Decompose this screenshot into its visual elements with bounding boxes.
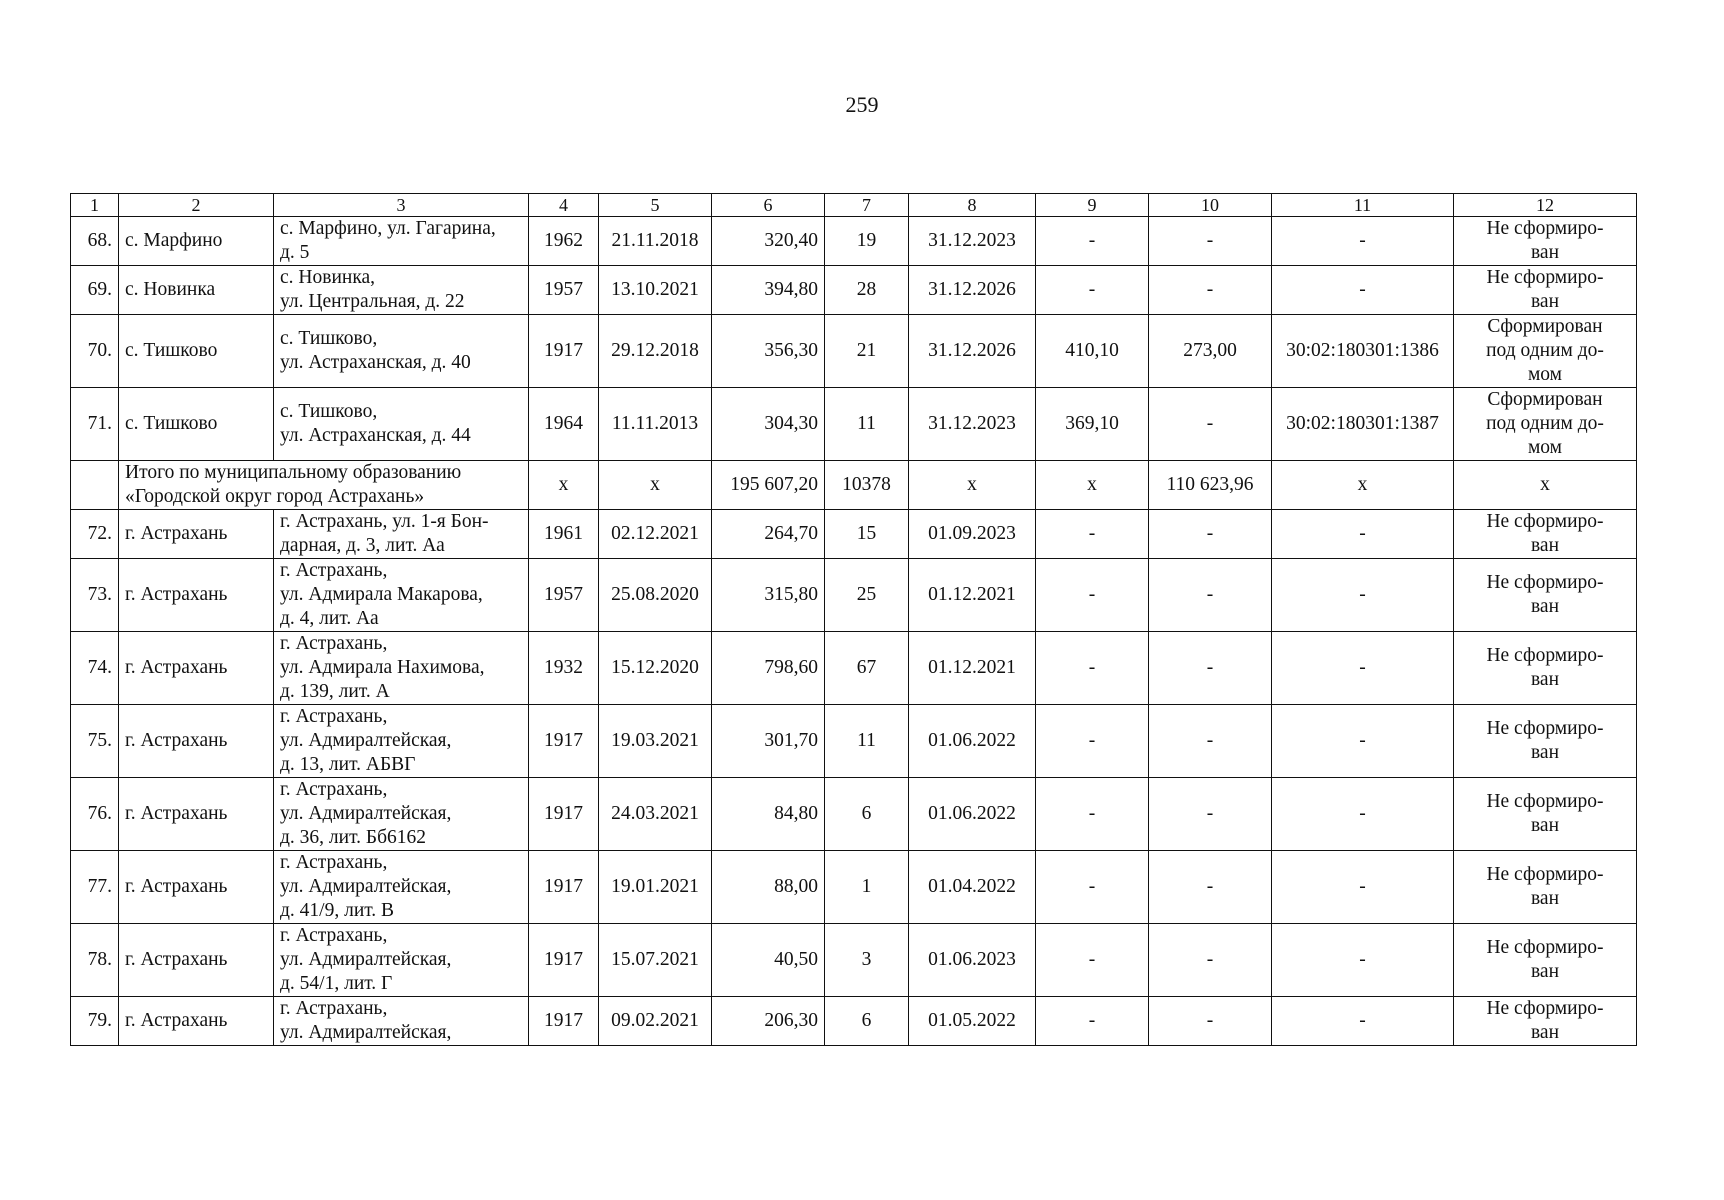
emergency-date: 24.03.2021 bbox=[599, 778, 712, 851]
header-cell: 11 bbox=[1272, 194, 1454, 217]
total-label-line: Итого по муниципальному образованию bbox=[125, 462, 462, 483]
address-line: ул. Центральная, д. 22 bbox=[280, 291, 465, 312]
header-cell: 9 bbox=[1036, 194, 1149, 217]
total-label bbox=[119, 461, 529, 510]
land-area: - bbox=[1036, 510, 1149, 559]
row-number: 76. bbox=[71, 778, 119, 851]
construction-year: 1962 bbox=[529, 217, 599, 266]
address-line: г. Астрахань, bbox=[280, 560, 388, 581]
cadastral-number: - bbox=[1272, 217, 1454, 266]
cadastral-number: 30:02:180301:1387 bbox=[1272, 388, 1454, 461]
construction-year: 1917 bbox=[529, 315, 599, 388]
address bbox=[274, 924, 529, 997]
residents-count: 6 bbox=[825, 997, 909, 1046]
land-status-line: Не сформиро- bbox=[1486, 218, 1604, 239]
cadastral-number: - bbox=[1272, 510, 1454, 559]
row-number: 79. bbox=[71, 997, 119, 1046]
row-number: 72. bbox=[71, 510, 119, 559]
land-area: - bbox=[1036, 851, 1149, 924]
land-status bbox=[1454, 632, 1637, 705]
address bbox=[274, 705, 529, 778]
living-area: 40,50 bbox=[712, 924, 825, 997]
land-status-line: ван bbox=[1530, 535, 1560, 556]
residents-count: 3 bbox=[825, 924, 909, 997]
land-value: - bbox=[1149, 559, 1272, 632]
address-line: г. Астрахань, bbox=[280, 633, 388, 654]
cadastral-number: - bbox=[1272, 997, 1454, 1046]
living-area: 301,70 bbox=[712, 705, 825, 778]
header-cell: 7 bbox=[825, 194, 909, 217]
land-value: - bbox=[1149, 632, 1272, 705]
address-line: д. 5 bbox=[280, 242, 310, 263]
cadastral-number: - bbox=[1272, 632, 1454, 705]
table-row bbox=[71, 510, 1637, 559]
cadastral-number: - bbox=[1272, 924, 1454, 997]
row-number: 78. bbox=[71, 924, 119, 997]
residents-count: 19 bbox=[825, 217, 909, 266]
total-spacer bbox=[71, 461, 119, 510]
construction-year: 1917 bbox=[529, 705, 599, 778]
settlement: г. Астрахань bbox=[119, 705, 274, 778]
resettlement-deadline: 01.09.2023 bbox=[909, 510, 1036, 559]
land-area: - bbox=[1036, 632, 1149, 705]
land-status-line: ван bbox=[1530, 596, 1560, 617]
address bbox=[274, 632, 529, 705]
land-status-line: под одним до- bbox=[1486, 340, 1604, 361]
address-line: д. 36, лит. Бб6162 bbox=[280, 827, 427, 848]
address-line: д. 54/1, лит. Г bbox=[280, 973, 393, 994]
header-cell: 8 bbox=[909, 194, 1036, 217]
land-status-line: под одним до- bbox=[1486, 413, 1604, 434]
table-row bbox=[71, 778, 1637, 851]
address-line: г. Астрахань, bbox=[280, 779, 388, 800]
total-c10: 110 623,96 bbox=[1149, 461, 1272, 510]
land-value: - bbox=[1149, 705, 1272, 778]
land-status bbox=[1454, 705, 1637, 778]
emergency-date: 29.12.2018 bbox=[599, 315, 712, 388]
resettlement-deadline: 31.12.2026 bbox=[909, 315, 1036, 388]
construction-year: 1917 bbox=[529, 997, 599, 1046]
settlement: г. Астрахань bbox=[119, 851, 274, 924]
address-line: с. Марфино, ул. Гагарина, bbox=[280, 218, 496, 239]
construction-year: 1917 bbox=[529, 778, 599, 851]
land-status bbox=[1454, 510, 1637, 559]
settlement: г. Астрахань bbox=[119, 559, 274, 632]
resettlement-deadline: 01.06.2022 bbox=[909, 705, 1036, 778]
cadastral-number: - bbox=[1272, 559, 1454, 632]
row-number: 70. bbox=[71, 315, 119, 388]
construction-year: 1964 bbox=[529, 388, 599, 461]
row-number: 69. bbox=[71, 266, 119, 315]
land-area: - bbox=[1036, 778, 1149, 851]
settlement: с. Тишково bbox=[119, 315, 274, 388]
header-cell: 5 bbox=[599, 194, 712, 217]
construction-year: 1957 bbox=[529, 266, 599, 315]
table-row bbox=[71, 924, 1637, 997]
land-status-line: ван bbox=[1530, 815, 1560, 836]
residents-count: 6 bbox=[825, 778, 909, 851]
row-number: 71. bbox=[71, 388, 119, 461]
residents-count: 11 bbox=[825, 705, 909, 778]
total-c5: x bbox=[599, 461, 712, 510]
construction-year: 1961 bbox=[529, 510, 599, 559]
address bbox=[274, 851, 529, 924]
header-cell: 12 bbox=[1454, 194, 1637, 217]
land-status bbox=[1454, 997, 1637, 1046]
resettlement-deadline: 01.06.2022 bbox=[909, 778, 1036, 851]
land-value: - bbox=[1149, 997, 1272, 1046]
land-status-line: ван bbox=[1530, 1022, 1560, 1043]
address-line: г. Астрахань, bbox=[280, 998, 388, 1019]
residents-count: 21 bbox=[825, 315, 909, 388]
settlement: г. Астрахань bbox=[119, 510, 274, 559]
address-line: д. 41/9, лит. В bbox=[280, 900, 395, 921]
residents-count: 15 bbox=[825, 510, 909, 559]
settlement: г. Астрахань bbox=[119, 632, 274, 705]
land-status-line: Не сформиро- bbox=[1486, 718, 1604, 739]
construction-year: 1957 bbox=[529, 559, 599, 632]
total-c9: x bbox=[1036, 461, 1149, 510]
table-row bbox=[71, 997, 1637, 1046]
land-value: - bbox=[1149, 851, 1272, 924]
emergency-date: 19.03.2021 bbox=[599, 705, 712, 778]
living-area: 264,70 bbox=[712, 510, 825, 559]
settlement: г. Астрахань bbox=[119, 778, 274, 851]
land-status-line: Не сформиро- bbox=[1486, 864, 1604, 885]
resettlement-deadline: 01.06.2023 bbox=[909, 924, 1036, 997]
total-c4: x bbox=[529, 461, 599, 510]
land-area: - bbox=[1036, 559, 1149, 632]
residents-count: 25 bbox=[825, 559, 909, 632]
table-row bbox=[71, 266, 1637, 315]
address-line: г. Астрахань, ул. 1-я Бон- bbox=[280, 511, 489, 532]
land-area: - bbox=[1036, 997, 1149, 1046]
resettlement-deadline: 31.12.2023 bbox=[909, 388, 1036, 461]
living-area: 798,60 bbox=[712, 632, 825, 705]
living-area: 394,80 bbox=[712, 266, 825, 315]
land-area: - bbox=[1036, 217, 1149, 266]
settlement: с. Тишково bbox=[119, 388, 274, 461]
cadastral-number: - bbox=[1272, 266, 1454, 315]
address-line: д. 13, лит. АБВГ bbox=[280, 754, 416, 775]
address-line: ул. Адмиралтейская, bbox=[280, 876, 452, 897]
resettlement-deadline: 01.12.2021 bbox=[909, 559, 1036, 632]
page-number: 259 bbox=[845, 92, 879, 117]
address-line: ул. Астраханская, д. 40 bbox=[280, 352, 471, 373]
total-c8: x bbox=[909, 461, 1036, 510]
row-number: 68. bbox=[71, 217, 119, 266]
total-c7: 10378 bbox=[825, 461, 909, 510]
resettlement-deadline: 31.12.2023 bbox=[909, 217, 1036, 266]
table-row bbox=[71, 632, 1637, 705]
land-status-line: Сформирован bbox=[1487, 389, 1603, 410]
address bbox=[274, 997, 529, 1046]
living-area: 320,40 bbox=[712, 217, 825, 266]
living-area: 356,30 bbox=[712, 315, 825, 388]
address-line: ул. Адмиралтейская, bbox=[280, 949, 452, 970]
address-line: ул. Адмиралтейская, bbox=[280, 730, 452, 751]
resettlement-deadline: 01.04.2022 bbox=[909, 851, 1036, 924]
living-area: 304,30 bbox=[712, 388, 825, 461]
column-number-header bbox=[71, 194, 1637, 217]
land-area: 369,10 bbox=[1036, 388, 1149, 461]
resettlement-deadline: 31.12.2026 bbox=[909, 266, 1036, 315]
land-value: - bbox=[1149, 266, 1272, 315]
row-number: 74. bbox=[71, 632, 119, 705]
land-status-line: мом bbox=[1527, 364, 1563, 385]
emergency-date: 02.12.2021 bbox=[599, 510, 712, 559]
address-line: дарная, д. 3, лит. Аа bbox=[280, 535, 445, 556]
land-status-line: Сформирован bbox=[1487, 316, 1603, 337]
living-area: 315,80 bbox=[712, 559, 825, 632]
cadastral-number: 30:02:180301:1386 bbox=[1272, 315, 1454, 388]
address-line: с. Тишково, bbox=[280, 401, 378, 422]
total-row bbox=[71, 461, 1637, 510]
land-status-line: ван bbox=[1530, 961, 1560, 982]
row-number: 73. bbox=[71, 559, 119, 632]
total-label-line: «Городской округ город Астрахань» bbox=[125, 486, 425, 507]
land-status-line: ван bbox=[1530, 742, 1560, 763]
table-row bbox=[71, 559, 1637, 632]
settlement: с. Марфино bbox=[119, 217, 274, 266]
emergency-date: 21.11.2018 bbox=[599, 217, 712, 266]
header-cell: 6 bbox=[712, 194, 825, 217]
land-area: - bbox=[1036, 924, 1149, 997]
address bbox=[274, 559, 529, 632]
living-area: 88,00 bbox=[712, 851, 825, 924]
address-line: г. Астрахань, bbox=[280, 925, 388, 946]
land-area: - bbox=[1036, 266, 1149, 315]
header-cell: 2 bbox=[119, 194, 274, 217]
address-line: ул. Адмиралтейская, bbox=[280, 803, 452, 824]
total-c12: x bbox=[1454, 461, 1637, 510]
address-line: д. 4, лит. Аа bbox=[280, 608, 379, 629]
emergency-date: 13.10.2021 bbox=[599, 266, 712, 315]
construction-year: 1917 bbox=[529, 924, 599, 997]
residents-count: 28 bbox=[825, 266, 909, 315]
residents-count: 1 bbox=[825, 851, 909, 924]
table-row bbox=[71, 851, 1637, 924]
address-line: ул. Адмиралтейская, bbox=[280, 1022, 452, 1043]
land-status-line: мом bbox=[1527, 437, 1563, 458]
header-cell: 1 bbox=[71, 194, 119, 217]
resettlement-deadline: 01.05.2022 bbox=[909, 997, 1036, 1046]
table-row bbox=[71, 388, 1637, 461]
land-status bbox=[1454, 388, 1637, 461]
header-cell: 3 bbox=[274, 194, 529, 217]
table-row bbox=[71, 315, 1637, 388]
table-row bbox=[71, 705, 1637, 778]
land-status-line: Не сформиро- bbox=[1486, 572, 1604, 593]
living-area: 206,30 bbox=[712, 997, 825, 1046]
land-status bbox=[1454, 217, 1637, 266]
land-area: - bbox=[1036, 705, 1149, 778]
land-status-line: ван bbox=[1530, 242, 1560, 263]
address-line: г. Астрахань, bbox=[280, 706, 388, 727]
living-area: 84,80 bbox=[712, 778, 825, 851]
land-status-line: Не сформиро- bbox=[1486, 267, 1604, 288]
settlement: г. Астрахань bbox=[119, 997, 274, 1046]
emergency-date: 15.12.2020 bbox=[599, 632, 712, 705]
address-line: с. Новинка, bbox=[280, 267, 376, 288]
land-status-line: Не сформиро- bbox=[1486, 511, 1604, 532]
emergency-date: 25.08.2020 bbox=[599, 559, 712, 632]
land-status bbox=[1454, 315, 1637, 388]
header-cell: 10 bbox=[1149, 194, 1272, 217]
address-line: д. 139, лит. А bbox=[280, 681, 390, 702]
land-status-line: ван bbox=[1530, 669, 1560, 690]
address bbox=[274, 315, 529, 388]
construction-year: 1932 bbox=[529, 632, 599, 705]
address bbox=[274, 778, 529, 851]
land-status-line: Не сформиро- bbox=[1486, 937, 1604, 958]
emergency-date: 19.01.2021 bbox=[599, 851, 712, 924]
land-value: - bbox=[1149, 510, 1272, 559]
total-c11: x bbox=[1272, 461, 1454, 510]
land-status bbox=[1454, 778, 1637, 851]
land-status bbox=[1454, 559, 1637, 632]
land-status bbox=[1454, 266, 1637, 315]
land-status-line: ван bbox=[1530, 888, 1560, 909]
residents-count: 67 bbox=[825, 632, 909, 705]
total-c6: 195 607,20 bbox=[712, 461, 825, 510]
address bbox=[274, 266, 529, 315]
construction-year: 1917 bbox=[529, 851, 599, 924]
land-value: - bbox=[1149, 924, 1272, 997]
address bbox=[274, 510, 529, 559]
emergency-date: 09.02.2021 bbox=[599, 997, 712, 1046]
land-value: - bbox=[1149, 217, 1272, 266]
address-line: ул. Астраханская, д. 44 bbox=[280, 425, 471, 446]
land-status bbox=[1454, 851, 1637, 924]
resettlement-deadline: 01.12.2021 bbox=[909, 632, 1036, 705]
housing-registry-table bbox=[70, 193, 1637, 1046]
land-value: - bbox=[1149, 778, 1272, 851]
land-status-line: ван bbox=[1530, 291, 1560, 312]
land-area: 410,10 bbox=[1036, 315, 1149, 388]
row-number: 75. bbox=[71, 705, 119, 778]
emergency-date: 11.11.2013 bbox=[599, 388, 712, 461]
address-line: с. Тишково, bbox=[280, 328, 378, 349]
cadastral-number: - bbox=[1272, 778, 1454, 851]
address-line: г. Астрахань, bbox=[280, 852, 388, 873]
table-row bbox=[71, 217, 1637, 266]
address bbox=[274, 388, 529, 461]
land-status-line: Не сформиро- bbox=[1486, 998, 1604, 1019]
residents-count: 11 bbox=[825, 388, 909, 461]
land-status-line: Не сформиро- bbox=[1486, 645, 1604, 666]
land-status bbox=[1454, 924, 1637, 997]
land-value: 273,00 bbox=[1149, 315, 1272, 388]
settlement: с. Новинка bbox=[119, 266, 274, 315]
address bbox=[274, 217, 529, 266]
settlement: г. Астрахань bbox=[119, 924, 274, 997]
row-number: 77. bbox=[71, 851, 119, 924]
cadastral-number: - bbox=[1272, 851, 1454, 924]
header-cell: 4 bbox=[529, 194, 599, 217]
address-line: ул. Адмирала Макарова, bbox=[280, 584, 483, 605]
emergency-date: 15.07.2021 bbox=[599, 924, 712, 997]
land-value: - bbox=[1149, 388, 1272, 461]
cadastral-number: - bbox=[1272, 705, 1454, 778]
address-line: ул. Адмирала Нахимова, bbox=[280, 657, 485, 678]
land-status-line: Не сформиро- bbox=[1486, 791, 1604, 812]
